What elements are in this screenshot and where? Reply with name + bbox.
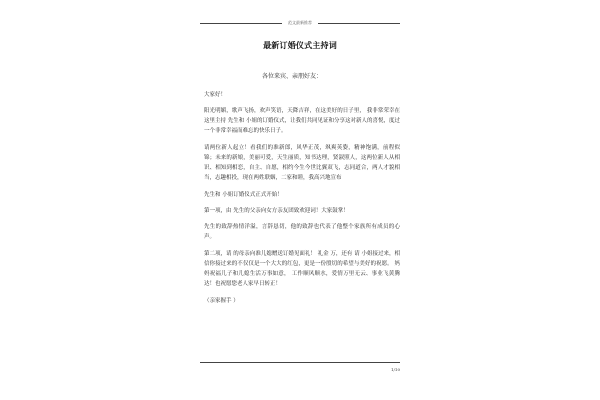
document-body	[200, 90, 400, 312]
paragraph: 请两位新人起立！看我们的准新郎，风华正茂，飒爽英姿，精神饱满，前程似锦；未来的新娘，美丽可爱，天生丽质，知书达理，贤淑照人，这两位新人从相识、相知到相恋，自主、自愿，相约今生今世比翼双飞，志同道合，两人才貌相当，志趣相投，现在两姓联姻，二家和睦，我高兴地宣布	[204, 145, 400, 181]
paragraph: 先生的致辞热情洋溢，言辞恳切，他的致辞也代表了他整个家族所有成员的心声。	[204, 224, 400, 240]
paragraph: 第二项，请 的母亲向准儿媳赠送订婚见面礼！ 礼金 万，还有 请 小姐接过来，相信你接过来的不仅仅是一个大大的红包，更是一份殷切的希望与美好的祝愿。 妈妈祝福儿子和儿媳生活万事如意， 工作顺风顺水，爱情万里无云、事业飞黄腾达！也祝愿您老人家早日转正！	[204, 251, 400, 287]
header-rule-left	[200, 23, 282, 24]
paragraph: 先生和 小姐订婚仪式正式开始！	[204, 192, 283, 198]
header-rule-right	[318, 23, 400, 24]
greeting: 各位来宾、亲朋好友：	[262, 73, 323, 80]
paragraph: 大家好！	[204, 92, 227, 98]
paragraph: 第一项，由 先生的父亲向女方亲友团致欢迎词！大家鼓掌！	[204, 208, 349, 214]
header-label: 范文最新推荐	[288, 20, 312, 25]
page-number: 1/10	[391, 367, 400, 372]
footer-rule	[200, 362, 400, 363]
document-title: 最新订婚仪式主持词	[263, 40, 337, 50]
paragraph: 阳光明媚，歌声飞扬，欢声笑语，天降吉祥，在这美好的日子里， 我非常荣幸在这里主持 先生和 小姐的订婚仪式，让我们共同见证和分享这对新人的喜悦，度过一个非常幸福而难忘的快乐日子。	[204, 108, 400, 134]
paragraph: （亲家握手 ）	[204, 298, 239, 304]
